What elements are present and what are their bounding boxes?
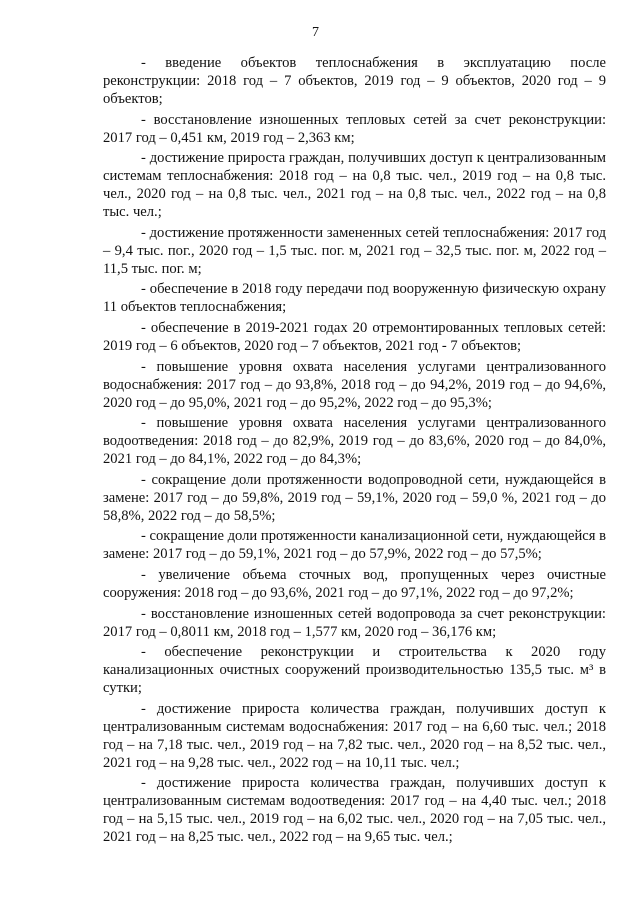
- list-item: - достижение прироста граждан, получивших доступ к централизованным системам теплоснабжения: 2018 год – на 0,8 тыс. чел., 2019 год – на 0,8 тыс. чел., 2020 год – на 0,8 тыс. чел., 2021 год – на 0,8 тыс. чел., 2022 год – на 0,8 тыс. чел.;: [103, 150, 606, 221]
- list-item: - достижение протяженности замененных сетей теплоснабжения: 2017 год – 9,4 тыс. пог., 2020 год – 1,5 тыс. пог. м, 2021 год – 32,5 тыс. пог. м, 2022 год – 11,5 тыс. пог. м;: [103, 224, 606, 277]
- list-item: - увеличение объема сточных вод, пропущенных через очистные сооружения: 2018 год – до 93,6%, 2021 год – до 97,1%, 2022 год – до 97,2%;: [103, 566, 606, 601]
- list-item: - сокращение доли протяженности канализационной сети, нуждающейся в замене: 2017 год – до 59,1%, 2021 год – до 57,9%, 2022 год – до 57,5%;: [103, 528, 607, 563]
- list-item: - обеспечение реконструкции и строительства к 2020 году канализационных очистных сооружений производительностью 135,5 тыс. м³ в сутки;: [103, 644, 606, 697]
- list-item: - достижение прироста количества граждан, получивших доступ к централизованным системам водоснабжения: 2017 год – на 6,60 тыс. чел.; 2018 год – на 7,18 тыс. чел., 2019 год – на 7,82 тыс. чел., 2020 год – на 8,52 тыс. чел., 2021 год – на 9,28 тыс. чел., 2022 год – на 10,11 тыс. чел.;: [103, 700, 606, 771]
- list-item: - введение объектов теплоснабжения в эксплуатацию после реконструкции: 2018 год – 7 объектов, 2019 год – 9 объектов, 2020 год – 9 объектов;: [103, 55, 606, 107]
- list-item: - достижение прироста количества граждан, получивших доступ к централизованным системам водоотведения: 2017 год – на 4,40 тыс. чел.; 2018 год – на 5,15 тыс. чел., 2019 год – на 6,02 тыс. чел., 2020 год – на 7,05 тыс. чел., 2021 год – на 8,25 тыс. чел., 2022 год – на 9,65 тыс. чел.;: [103, 775, 606, 846]
- list-item: - обеспечение в 2018 году передачи под вооруженную физическую охрану 11 объектов теплоснабжения;: [103, 281, 606, 316]
- document-body: [103, 54, 606, 849]
- list-item: - сокращение доли протяженности водопроводной сети, нуждающейся в замене: 2017 год – до 59,8%, 2019 год – 59,1%, 2020 год – 59,0 %, 2021 год – до 58,8%, 2022 год – до 58,5%;: [103, 471, 606, 524]
- list-item: - восстановление изношенных сетей водопровода за счет реконструкции: 2017 год – 0,8011 км, 2018 год – 1,577 км, 2020 год – 36,176 км;: [103, 605, 606, 640]
- list-item: - повышение уровня охвата населения услугами централизованного водоснабжения: 2017 год – до 93,8%, 2018 год – до 94,2%, 2019 год – до 94,6%, 2020 год – до 95,0%, 2021 год – до 95,2%, 2022 год – до 95,3%;: [103, 358, 606, 411]
- list-item: - обеспечение в 2019-2021 годах 20 отремонтированных тепловых сетей: 2019 год – 6 объектов, 2020 год – 7 объектов, 2021 год - 7 объектов;: [103, 319, 606, 354]
- list-item: - восстановление изношенных тепловых сетей за счет реконструкции: 2017 год – 0,451 км, 2019 год – 2,363 км;: [103, 111, 606, 146]
- page-number: 7: [312, 25, 319, 40]
- list-item: - повышение уровня охвата населения услугами централизованного водоотведения: 2018 год – до 82,9%, 2019 год – до 83,6%, 2020 год – до 84,0%, 2021 год – до 84,1%, 2022 год – до 84,3%;: [103, 415, 606, 468]
